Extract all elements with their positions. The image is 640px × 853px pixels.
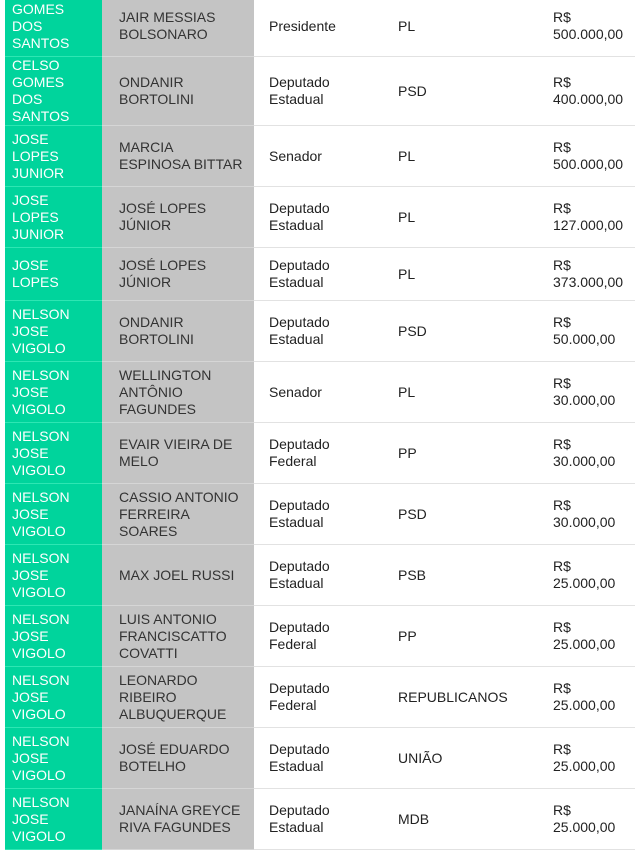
office-cell: Deputado Estadual [254, 248, 386, 301]
candidate-cell: JOSÉ LOPES JÚNIOR [102, 187, 254, 248]
amount-cell: R$ 25.000,00 [541, 545, 635, 606]
table-row [5, 0, 635, 57]
office-cell: Deputado Federal [254, 606, 386, 667]
table-row [5, 126, 635, 187]
table-row [5, 187, 635, 248]
amount-cell: R$ 500.000,00 [541, 0, 635, 57]
office-cell: Deputado Estadual [254, 728, 386, 789]
amount-cell: R$ 30.000,00 [541, 362, 635, 423]
party-cell: PSB [386, 545, 541, 606]
party-cell: PL [386, 248, 541, 301]
candidate-cell: WELLINGTON ANTÔNIO FAGUNDES [102, 362, 254, 423]
table-row [5, 248, 635, 301]
candidate-cell: JAIR MESSIAS BOLSONARO [102, 0, 254, 57]
office-cell: Deputado Estadual [254, 545, 386, 606]
office-cell: Deputado Estadual [254, 789, 386, 850]
amount-cell: R$ 127.000,00 [541, 187, 635, 248]
table-row [5, 606, 635, 667]
amount-cell: R$ 30.000,00 [541, 484, 635, 545]
candidate-cell: MARCIA ESPINOSA BITTAR [102, 126, 254, 187]
donor-cell: NELSON JOSE VIGOLO [5, 789, 102, 850]
candidate-cell: JANAÍNA GREYCE RIVA FAGUNDES [102, 789, 254, 850]
donor-cell: NELSON JOSE VIGOLO [5, 301, 102, 362]
amount-cell: R$ 25.000,00 [541, 728, 635, 789]
table-row [5, 667, 635, 728]
party-cell: PP [386, 606, 541, 667]
office-cell: Deputado Federal [254, 423, 386, 484]
office-cell: Deputado Estadual [254, 187, 386, 248]
office-cell: Senador [254, 362, 386, 423]
candidate-cell: JOSÉ EDUARDO BOTELHO [102, 728, 254, 789]
donor-cell: NELSON JOSE VIGOLO [5, 484, 102, 545]
candidate-cell: ONDANIR BORTOLINI [102, 57, 254, 126]
party-cell: MDB [386, 789, 541, 850]
amount-cell: R$ 25.000,00 [541, 667, 635, 728]
donor-cell: NELSON JOSE VIGOLO [5, 667, 102, 728]
amount-cell: R$ 25.000,00 [541, 789, 635, 850]
party-cell: UNIÃO [386, 728, 541, 789]
amount-cell: R$ 400.000,00 [541, 57, 635, 126]
donor-cell: NELSON JOSE VIGOLO [5, 362, 102, 423]
candidate-cell: ONDANIR BORTOLINI [102, 301, 254, 362]
table-row [5, 484, 635, 545]
table-row [5, 423, 635, 484]
amount-cell: R$ 25.000,00 [541, 606, 635, 667]
amount-cell: R$ 500.000,00 [541, 126, 635, 187]
amount-cell: R$ 373.000,00 [541, 248, 635, 301]
office-cell: Deputado Federal [254, 667, 386, 728]
party-cell: PL [386, 187, 541, 248]
table-row [5, 545, 635, 606]
office-cell: Deputado Estadual [254, 484, 386, 545]
party-cell: PL [386, 126, 541, 187]
office-cell: Presidente [254, 0, 386, 57]
party-cell: PSD [386, 57, 541, 126]
office-cell: Deputado Estadual [254, 301, 386, 362]
candidate-cell: EVAIR VIEIRA DE MELO [102, 423, 254, 484]
table-row [5, 57, 635, 126]
donor-cell: JOSE LOPES JUNIOR [5, 126, 102, 187]
candidate-cell: JOSÉ LOPES JÚNIOR [102, 248, 254, 301]
donations-table-container [5, 0, 635, 850]
table-row [5, 301, 635, 362]
candidate-cell: MAX JOEL RUSSI [102, 545, 254, 606]
party-cell: REPUBLICANOS [386, 667, 541, 728]
donor-cell: GOMES DOS SANTOS [5, 0, 102, 57]
party-cell: PSD [386, 301, 541, 362]
donations-table [5, 0, 635, 850]
amount-cell: R$ 30.000,00 [541, 423, 635, 484]
donor-cell: NELSON JOSE VIGOLO [5, 423, 102, 484]
table-row [5, 362, 635, 423]
party-cell: PL [386, 362, 541, 423]
donor-cell: JOSE LOPES JUNIOR [5, 187, 102, 248]
donations-table-body [5, 0, 635, 850]
candidate-cell: LUIS ANTONIO FRANCISCATTO COVATTI [102, 606, 254, 667]
party-cell: PL [386, 0, 541, 57]
party-cell: PSD [386, 484, 541, 545]
donor-cell: NELSON JOSE VIGOLO [5, 606, 102, 667]
candidate-cell: CASSIO ANTONIO FERREIRA SOARES [102, 484, 254, 545]
donor-cell: NELSON JOSE VIGOLO [5, 545, 102, 606]
office-cell: Deputado Estadual [254, 57, 386, 126]
amount-cell: R$ 50.000,00 [541, 301, 635, 362]
donor-cell: CELSO GOMES DOS SANTOS [5, 57, 102, 126]
party-cell: PP [386, 423, 541, 484]
donor-cell: JOSE LOPES [5, 248, 102, 301]
candidate-cell: LEONARDO RIBEIRO ALBUQUERQUE [102, 667, 254, 728]
table-row [5, 789, 635, 850]
office-cell: Senador [254, 126, 386, 187]
table-row [5, 728, 635, 789]
donor-cell: NELSON JOSE VIGOLO [5, 728, 102, 789]
